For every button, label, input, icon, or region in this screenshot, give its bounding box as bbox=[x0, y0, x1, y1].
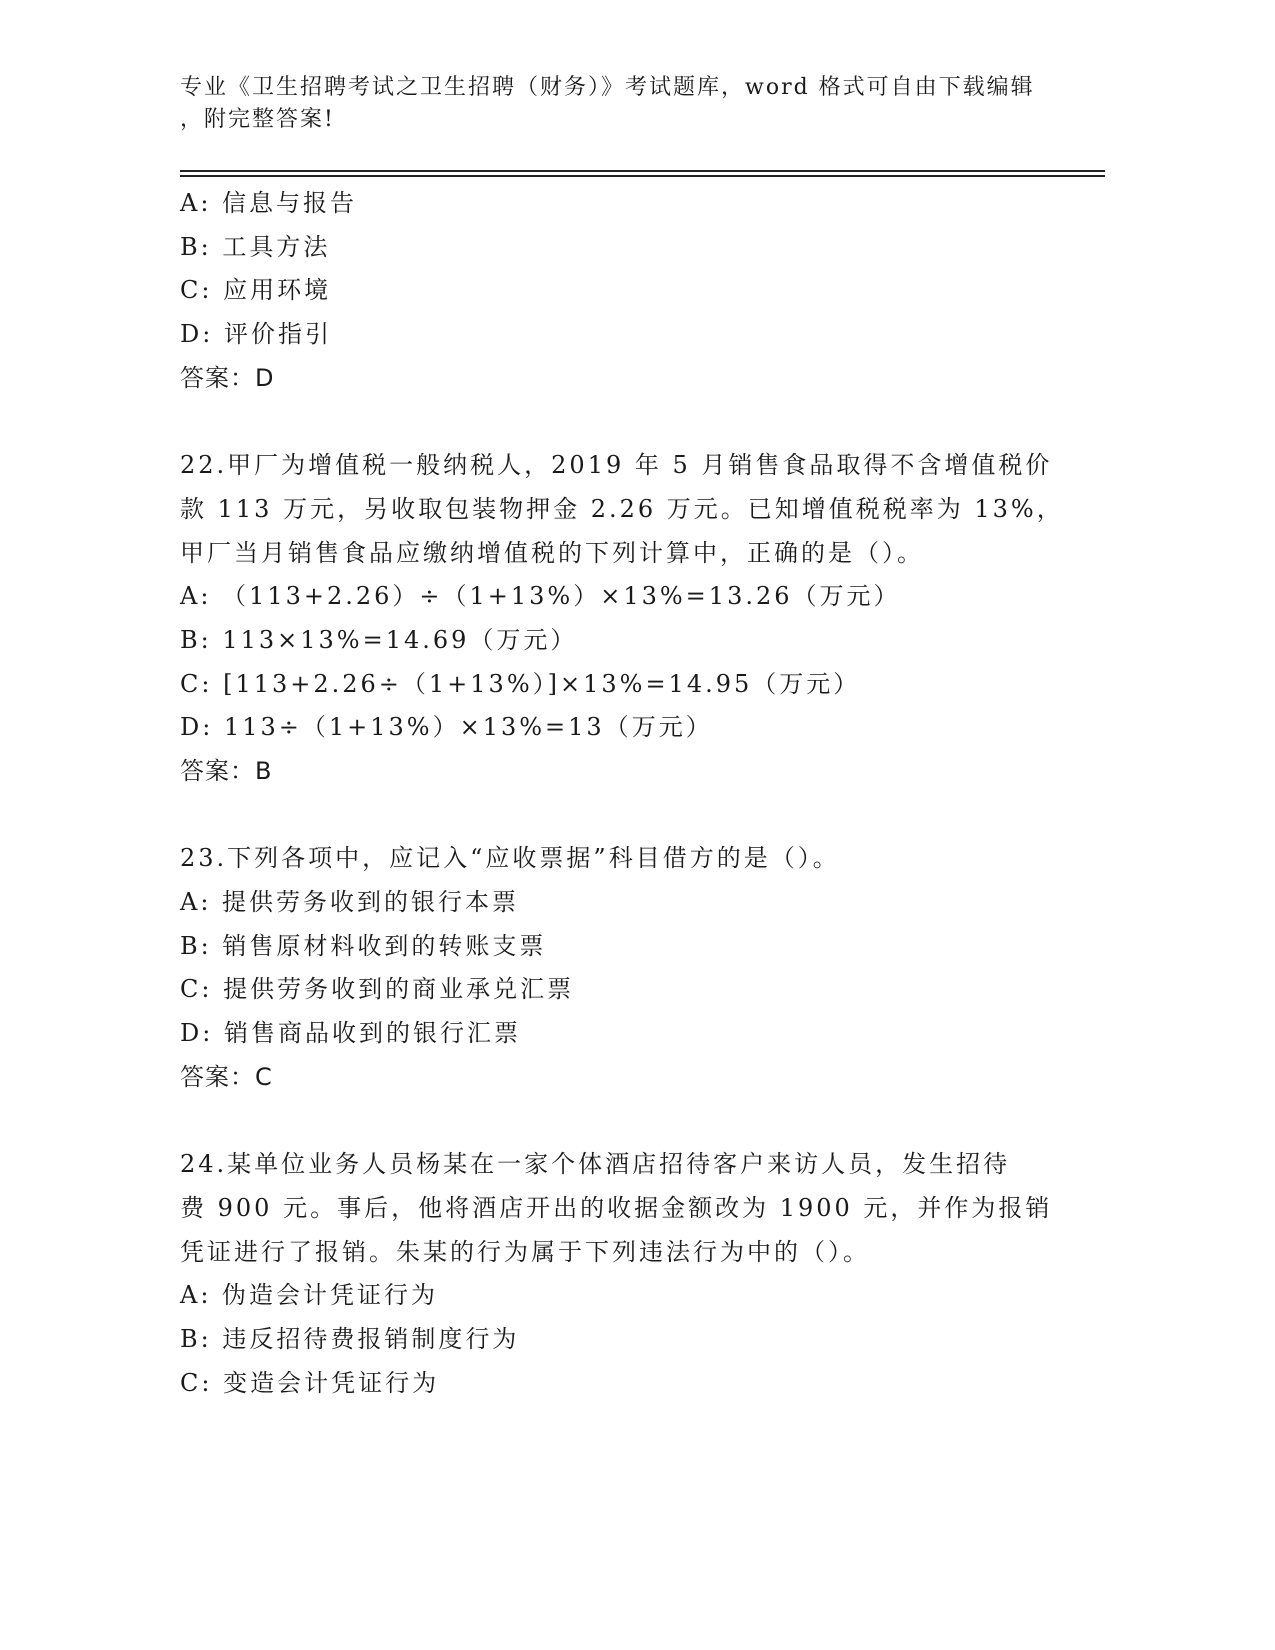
q21-option-d: D: 评价指引 bbox=[180, 320, 332, 349]
q21-answer: 答案：D bbox=[180, 363, 275, 392]
question-content bbox=[180, 182, 1080, 1405]
spacer bbox=[180, 400, 1080, 444]
question-22 bbox=[180, 444, 1080, 794]
header-title-line-2: ，附完整答案! bbox=[180, 107, 335, 132]
spacer bbox=[180, 1099, 1080, 1143]
q23-option-a: A: 提供劳务收到的银行本票 bbox=[180, 888, 520, 916]
header-divider-bottom bbox=[180, 175, 1105, 177]
q22-stem-line-2: 款 113 万元，另收取包装物押金 2.26 万元。已知增值税税率为 13%， bbox=[180, 494, 1064, 523]
q22-answer: 答案：B bbox=[180, 756, 273, 785]
question-23 bbox=[180, 837, 1080, 1099]
q22-stem-line-3: 甲厂当月销售食品应缴纳增值税的下列计算中，正确的是（）。 bbox=[180, 538, 924, 567]
header-title-line-1: 专业《卫生招聘考试之卫生招聘（财务）》考试题库，word 格式可自由下载编辑 bbox=[180, 75, 1035, 100]
q23-stem-line-1: 23.下列各项中，应记入“应收票据”科目借方的是（）。 bbox=[180, 844, 840, 873]
q22-option-c: C: [113+2.26÷（1+13%）]×13%=14.95（万元） bbox=[180, 669, 861, 698]
question-24 bbox=[180, 1143, 1080, 1405]
header-divider-top bbox=[180, 170, 1105, 172]
spacer bbox=[180, 794, 1080, 838]
q24-option-b: B: 违反招待费报销制度行为 bbox=[180, 1324, 520, 1353]
q23-option-d: D: 销售商品收到的银行汇票 bbox=[180, 1019, 521, 1048]
q24-stem-line-3: 凭证进行了报销。朱某的行为属于下列违法行为中的（）。 bbox=[180, 1237, 870, 1266]
q24-option-a: A: 伪造会计凭证行为 bbox=[180, 1281, 439, 1310]
q22-stem-line-1: 22.甲厂为增值税一般纳税人，2019 年 5 月销售食品取得不含增值税价 bbox=[180, 451, 1053, 480]
q22-option-b: B: 113×13%=14.69（万元） bbox=[180, 625, 578, 654]
document-header bbox=[180, 72, 1060, 136]
q24-stem-line-1: 24.某单位业务人员杨某在一家个体酒店招待客户来访人员，发生招待 bbox=[180, 1150, 1011, 1179]
q21-option-b: B: 工具方法 bbox=[180, 232, 331, 261]
q21-option-a: A: 信息与报告 bbox=[180, 189, 358, 217]
q23-answer: 答案：C bbox=[180, 1062, 273, 1091]
q22-option-d: D: 113÷（1+13%）×13%=13（万元） bbox=[180, 713, 713, 742]
q23-option-c: C: 提供劳务收到的商业承兑汇票 bbox=[180, 975, 575, 1004]
q23-option-b: B: 销售原材料收到的转账支票 bbox=[180, 931, 547, 960]
q24-option-c: C: 变造会计凭证行为 bbox=[180, 1368, 440, 1397]
q21-option-c: C: 应用环境 bbox=[180, 276, 332, 305]
q24-stem-line-2: 费 900 元。事后，他将酒店开出的收据金额改为 1900 元，并作为报销 bbox=[180, 1193, 1053, 1222]
question-21 bbox=[180, 182, 1080, 400]
q22-option-a: A: （113+2.26）÷（1+13%）×13%=13.26（万元） bbox=[180, 582, 901, 611]
